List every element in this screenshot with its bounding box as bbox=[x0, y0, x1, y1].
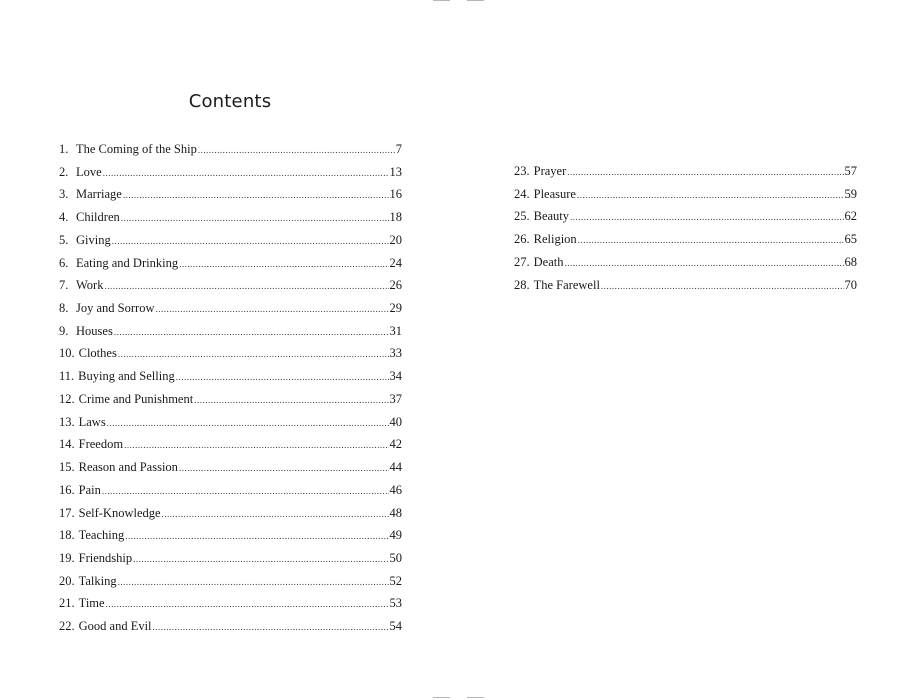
dot-leader bbox=[123, 184, 389, 207]
toc-entry[interactable] bbox=[59, 547, 402, 570]
toc-entry-number: 25. bbox=[514, 209, 530, 224]
toc-entry-title: Buying and Selling bbox=[78, 369, 175, 384]
toc-entry-number: 11. bbox=[59, 369, 75, 384]
toc-entry[interactable] bbox=[514, 228, 857, 251]
toc-entry-number: 16. bbox=[59, 482, 75, 497]
crop-mark-top-left bbox=[433, 0, 450, 1]
toc-entry-number: 17. bbox=[59, 505, 75, 520]
toc-entry-page-number: 48 bbox=[389, 505, 402, 520]
toc-entry-number: 20. bbox=[59, 573, 75, 588]
dot-leader bbox=[112, 230, 389, 253]
toc-entry[interactable] bbox=[59, 388, 402, 411]
toc-entry-title: Teaching bbox=[78, 528, 125, 543]
page-title: Contents bbox=[188, 91, 272, 112]
toc-entry-number: 3. bbox=[59, 187, 69, 202]
dot-leader bbox=[124, 434, 388, 457]
toc-entry[interactable] bbox=[514, 274, 857, 297]
dot-leader bbox=[133, 548, 388, 571]
toc-entry-page-number: 40 bbox=[389, 414, 402, 429]
dot-leader bbox=[601, 275, 844, 298]
toc-entry-title: Crime and Punishment bbox=[78, 391, 194, 406]
dot-leader bbox=[577, 184, 844, 207]
toc-entry[interactable] bbox=[514, 251, 857, 274]
toc-entry-number: 5. bbox=[59, 232, 69, 247]
toc-entry[interactable] bbox=[59, 342, 402, 365]
toc-entry-number: 27. bbox=[514, 254, 530, 269]
toc-entry-page-number: 20 bbox=[389, 232, 402, 247]
toc-entry-title: Clothes bbox=[78, 346, 117, 361]
toc-entry-page-number: 7 bbox=[395, 142, 402, 156]
toc-entry-title: Friendship bbox=[78, 550, 133, 565]
toc-entry[interactable] bbox=[514, 160, 857, 183]
toc-entry-title: Time bbox=[78, 596, 105, 611]
toc-entry-number: 2. bbox=[59, 164, 69, 179]
dot-leader bbox=[121, 207, 389, 230]
dot-leader bbox=[125, 525, 388, 548]
toc-entry-page-number: 54 bbox=[389, 619, 402, 634]
toc-entry-number: 28. bbox=[514, 277, 530, 292]
dot-leader bbox=[103, 162, 389, 185]
toc-entry[interactable] bbox=[59, 229, 402, 252]
dot-leader bbox=[162, 503, 389, 526]
toc-entry-page-number: 13 bbox=[389, 164, 402, 179]
toc-entry-title: Houses bbox=[76, 323, 113, 338]
toc-entry-number: 8. bbox=[59, 301, 69, 316]
toc-entry[interactable] bbox=[514, 183, 857, 206]
toc-entry[interactable] bbox=[59, 433, 402, 456]
toc-entry[interactable] bbox=[59, 183, 402, 206]
toc-entry-title: The Farewell bbox=[533, 277, 600, 292]
toc-entry-number: 6. bbox=[59, 255, 69, 270]
toc-entry[interactable] bbox=[59, 161, 402, 184]
dot-leader bbox=[104, 275, 388, 298]
toc-entry-number: 14. bbox=[59, 437, 75, 452]
toc-column-left bbox=[59, 138, 402, 638]
toc-entry[interactable] bbox=[59, 274, 402, 297]
toc-entry-title: Pain bbox=[78, 482, 101, 497]
toc-entry-title: Beauty bbox=[533, 209, 570, 224]
toc-entry-number: 24. bbox=[514, 186, 530, 201]
toc-entry-title: Talking bbox=[78, 573, 117, 588]
toc-entry-number: 22. bbox=[59, 619, 75, 634]
toc-entry[interactable] bbox=[59, 365, 402, 388]
toc-entry-title: Reason and Passion bbox=[78, 460, 178, 475]
crop-mark-bottom-right bbox=[467, 697, 484, 698]
dot-leader bbox=[176, 366, 389, 389]
toc-entry-title: Love bbox=[76, 164, 102, 179]
toc-entry[interactable] bbox=[59, 592, 402, 615]
dot-leader bbox=[118, 343, 389, 366]
toc-entry[interactable] bbox=[59, 252, 402, 275]
toc-entry-page-number: 26 bbox=[389, 278, 402, 293]
dot-leader bbox=[107, 412, 389, 435]
dot-leader bbox=[567, 161, 843, 184]
dot-leader bbox=[198, 139, 395, 162]
toc-entry-title: Work bbox=[76, 278, 104, 293]
crop-mark-top-right bbox=[467, 0, 484, 1]
dot-leader bbox=[194, 389, 388, 412]
toc-entry-title: Giving bbox=[76, 232, 111, 247]
toc-entry[interactable] bbox=[59, 524, 402, 547]
toc-entry-number: 19. bbox=[59, 550, 75, 565]
toc-entry-page-number: 65 bbox=[844, 232, 857, 247]
toc-column-right bbox=[514, 160, 857, 296]
toc-entry-number: 26. bbox=[514, 232, 530, 247]
toc-entry[interactable] bbox=[59, 138, 402, 161]
toc-entry-number: 1. bbox=[59, 142, 69, 156]
toc-entry[interactable] bbox=[59, 502, 402, 525]
toc-entry-number: 10. bbox=[59, 346, 75, 361]
toc-entry-page-number: 24 bbox=[389, 255, 402, 270]
toc-entry[interactable] bbox=[59, 456, 402, 479]
toc-entry-page-number: 49 bbox=[389, 528, 402, 543]
toc-entry-number: 18. bbox=[59, 528, 75, 543]
dot-leader bbox=[102, 480, 389, 503]
toc-entry-title: Good and Evil bbox=[78, 619, 152, 634]
toc-entry-number: 15. bbox=[59, 460, 75, 475]
toc-entry-page-number: 31 bbox=[389, 323, 402, 338]
toc-entry-page-number: 29 bbox=[389, 301, 402, 316]
toc-entry-page-number: 42 bbox=[389, 437, 402, 452]
toc-entry[interactable] bbox=[59, 411, 402, 434]
dot-leader bbox=[179, 457, 389, 480]
toc-entry[interactable] bbox=[59, 479, 402, 502]
toc-entry-title: Children bbox=[76, 210, 120, 225]
toc-entry-title: Freedom bbox=[78, 437, 124, 452]
toc-entry-number: 21. bbox=[59, 596, 75, 611]
toc-entry-title: Joy and Sorrow bbox=[76, 301, 155, 316]
toc-entry[interactable] bbox=[514, 205, 857, 228]
dot-leader bbox=[106, 593, 389, 616]
toc-entry[interactable] bbox=[59, 297, 402, 320]
toc-entry[interactable] bbox=[59, 320, 402, 343]
toc-entry-page-number: 57 bbox=[844, 164, 857, 178]
toc-entry-page-number: 33 bbox=[389, 346, 402, 361]
toc-entry-page-number: 59 bbox=[844, 186, 857, 201]
toc-entry[interactable] bbox=[59, 615, 402, 638]
dot-leader bbox=[570, 206, 843, 229]
dot-leader bbox=[564, 252, 843, 275]
toc-entry-page-number: 52 bbox=[389, 573, 402, 588]
crop-mark-bottom-left bbox=[433, 697, 450, 698]
dot-leader bbox=[114, 321, 389, 344]
toc-entry-page-number: 50 bbox=[389, 550, 402, 565]
toc-entry-page-number: 62 bbox=[844, 209, 857, 224]
toc-entry-title: Eating and Drinking bbox=[76, 255, 179, 270]
toc-entry-number: 4. bbox=[59, 210, 69, 225]
dot-leader bbox=[155, 298, 388, 321]
toc-entry-number: 7. bbox=[59, 278, 69, 293]
dot-leader bbox=[179, 253, 388, 276]
toc-entry[interactable] bbox=[59, 206, 402, 229]
dot-leader bbox=[578, 229, 844, 252]
toc-entry-number: 13. bbox=[59, 414, 75, 429]
toc-entry-page-number: 53 bbox=[389, 596, 402, 611]
toc-entry-title: Pleasure bbox=[533, 186, 576, 201]
toc-entry-page-number: 16 bbox=[389, 187, 402, 202]
toc-entry-page-number: 37 bbox=[389, 391, 402, 406]
toc-entry[interactable] bbox=[59, 570, 402, 593]
toc-entry-number: 12. bbox=[59, 391, 75, 406]
toc-entry-title: Religion bbox=[533, 232, 577, 247]
dot-leader bbox=[153, 616, 389, 639]
toc-entry-page-number: 18 bbox=[389, 210, 402, 225]
toc-entry-title: Death bbox=[533, 254, 564, 269]
toc-entry-page-number: 68 bbox=[844, 254, 857, 269]
toc-entry-title: Laws bbox=[78, 414, 106, 429]
toc-entry-title: Marriage bbox=[76, 187, 122, 202]
toc-entry-number: 9. bbox=[59, 323, 69, 338]
toc-entry-page-number: 44 bbox=[389, 460, 402, 475]
toc-entry-title: Self-Knowledge bbox=[78, 505, 161, 520]
toc-entry-page-number: 70 bbox=[844, 277, 857, 292]
toc-entry-title: Prayer bbox=[533, 164, 567, 178]
dot-leader bbox=[118, 571, 389, 594]
toc-entry-number: 23. bbox=[514, 164, 530, 178]
toc-entry-page-number: 34 bbox=[389, 369, 402, 384]
toc-entry-page-number: 46 bbox=[389, 482, 402, 497]
toc-entry-title: The Coming of the Ship bbox=[76, 142, 197, 156]
